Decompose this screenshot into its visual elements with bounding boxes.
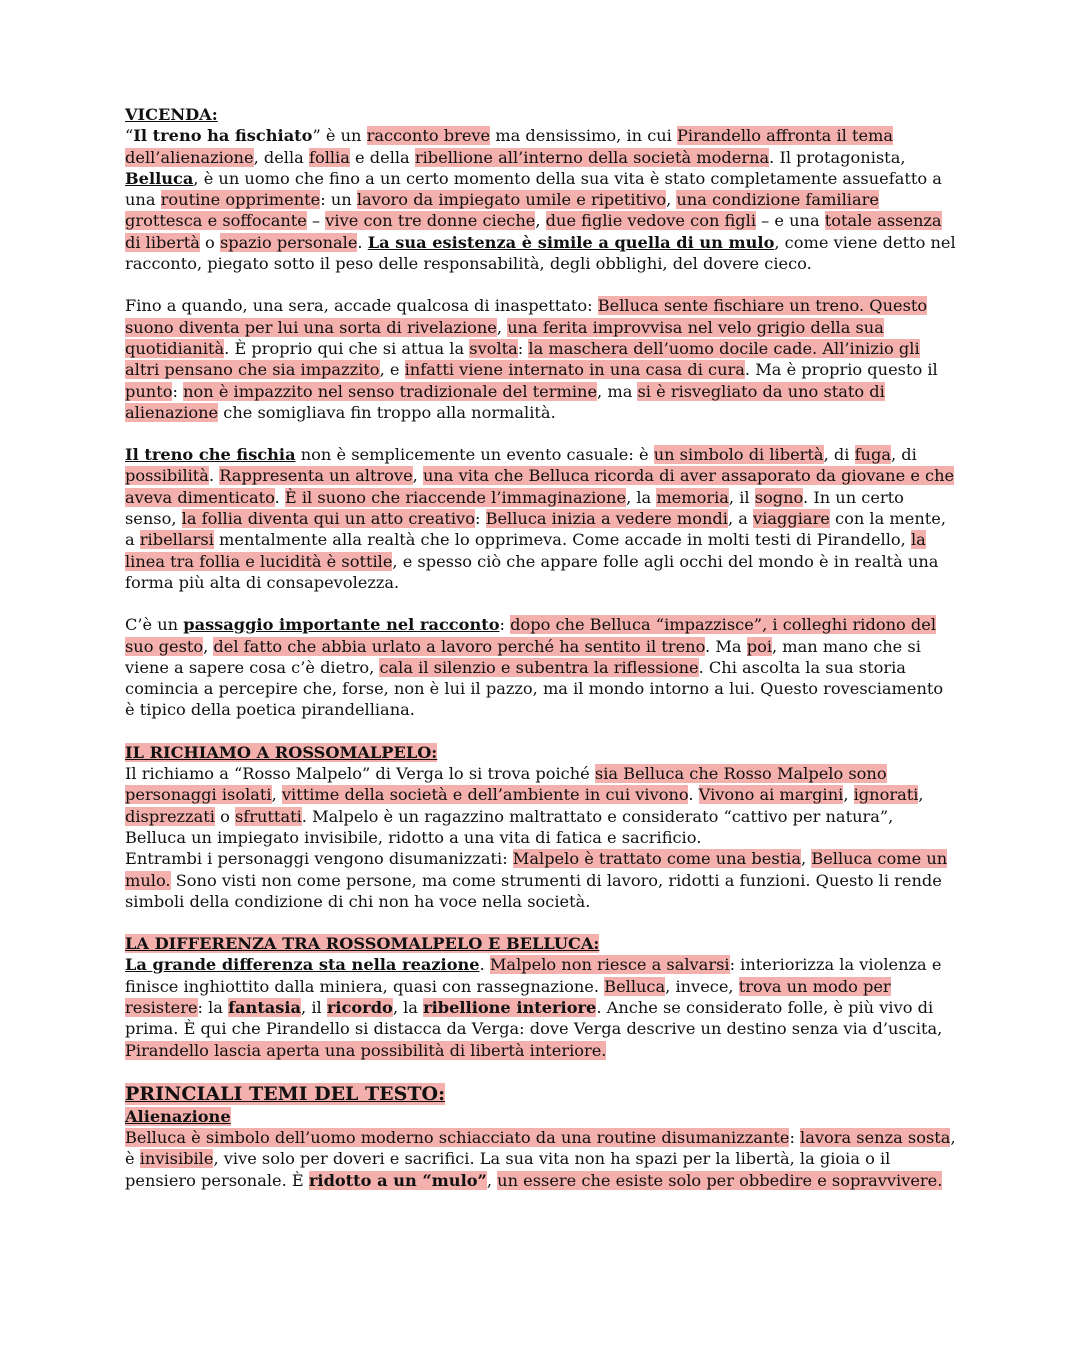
highlighted-text: viaggiare <box>753 509 830 529</box>
section-heading-vicenda: VICENDA: <box>125 105 218 124</box>
highlighted-text: Vivono ai margini <box>698 785 844 805</box>
bold-text: Il treno ha fischiato <box>133 126 313 146</box>
text-run: , <box>801 849 812 869</box>
text-run: , la <box>626 487 657 507</box>
text-run: , ma <box>597 381 638 401</box>
text-run: . <box>274 487 285 507</box>
highlighted-text: poi <box>746 636 773 656</box>
text-run: Il richiamo a “Rosso Malpelo” di Verga lo si trova poiché <box>125 764 595 784</box>
text-run: . <box>357 232 368 252</box>
text-run: , come viene detto nel racconto, piegato sotto il peso delle responsabilità, degli obblighi, del dovere cieco. <box>125 232 956 274</box>
text-run: , invece, <box>665 976 739 996</box>
paragraph <box>125 444 957 593</box>
highlighted-text: racconto breve <box>366 126 491 146</box>
highlighted-text: Belluca come un mulo. <box>125 849 948 890</box>
text-run: : interiorizza la violenza e finisce inghiottito dalla miniera, quasi con rassegnazione. <box>125 955 942 996</box>
highlighted-text: si è risvegliato da uno stato di alienazione <box>125 381 885 422</box>
bold-highlighted-text: ricordo <box>326 997 393 1017</box>
highlighted-text: una condizione familiare grottesca e soffocante <box>125 190 879 231</box>
bold-underlined-text: La sua esistenza è simile a quella di un mulo <box>367 232 775 252</box>
highlighted-text: È il suono che riaccende l’immaginazione <box>284 487 627 507</box>
highlighted-text: un simbolo di libertà <box>653 445 824 465</box>
highlighted-text: follia <box>308 147 350 167</box>
highlighted-text: sogno <box>754 487 804 507</box>
text-run: . <box>208 466 220 486</box>
text-run: Entrambi i personaggi vengono disumanizzati: <box>125 849 513 869</box>
paragraph-gap <box>125 912 957 933</box>
text-run: o <box>214 806 235 826</box>
highlighted-text: possibilità <box>125 466 209 486</box>
text-run: . <box>688 785 699 805</box>
text-run: , <box>412 466 423 486</box>
paragraph <box>125 125 957 274</box>
highlighted-text: fuga <box>854 445 891 465</box>
paragraph <box>125 1127 957 1191</box>
text-run: – e una <box>756 211 825 231</box>
text-run: , è <box>125 1128 956 1169</box>
highlighted-text: lavoro da impiegato umile e ripetitivo <box>356 190 667 210</box>
highlighted-text: trova un modo per resistere <box>125 976 891 1017</box>
text-run: non è semplicemente un evento casuale: è <box>295 445 654 465</box>
text-run: . Ma <box>705 636 747 656</box>
highlighted-text: sfruttati <box>234 806 302 826</box>
paragraph-gap <box>125 721 957 742</box>
highlighted-text: vittime della società e dell’ambiente in cui vivono <box>281 785 689 805</box>
highlighted-text: infatti viene internato in una casa di cura <box>404 360 745 380</box>
highlighted-text: la maschera dell’uomo docile cade. All’inizio gli altri pensano che sia impazzito <box>125 338 920 380</box>
heading-text: LA DIFFERENZA TRA ROSSOMALPELO E BELLUCA: <box>125 934 600 954</box>
text-run: , il <box>728 487 755 507</box>
highlighted-text: ribellarsi <box>139 530 214 550</box>
paragraph <box>125 763 957 848</box>
text-run: . È proprio qui che si attua la <box>224 338 470 358</box>
text-run: . <box>479 955 490 975</box>
text-run: , <box>666 190 677 210</box>
text-run: Fino a quando, una sera, accade qualcosa di inaspettato: <box>125 296 598 316</box>
text-run: , vive solo per doveri e sacrifici. La sua vita non ha spazi per la libertà, la gioia o il pensiero personale. È <box>125 1149 891 1190</box>
section-heading-temi <box>125 1082 957 1106</box>
highlighted-text: memoria <box>656 487 729 507</box>
text-run: che somigliava fin troppo alla normalità. <box>218 402 556 422</box>
text-run: , la <box>392 997 424 1017</box>
highlighted-text: una vita che Belluca ricorda di aver assaporato da giovane e che aveva dimenticato <box>125 466 955 507</box>
highlighted-text: Malpelo è trattato come una bestia <box>512 849 802 869</box>
highlighted-text: ignorati <box>853 785 919 805</box>
text-run: , della <box>253 147 309 167</box>
bold-underlined-text: La grande differenza sta nella reazione <box>125 955 480 975</box>
text-run: : <box>517 338 529 358</box>
text-run: : <box>789 1128 801 1148</box>
paragraph-gap <box>125 423 957 444</box>
text-run: . Il protagonista, <box>769 147 906 167</box>
text-run: . Malpelo è un ragazzino maltrattato e considerato “cattivo per natura”, Belluca un impiegato invisibile, ridotto a una vita di fatica e sacrificio. <box>125 806 894 847</box>
text-run: – <box>306 211 326 231</box>
text-run: Sono visti non come persone, ma come strumenti di lavoro, ridotti a funzioni. Questo li rende simboli della condizione di chi non ha voce nella società. <box>125 870 942 911</box>
text-run: mentalmente alla realtà che lo opprimeva. Come accade in molti testi di Pirandello, <box>213 530 911 550</box>
text-run: : un <box>320 190 357 210</box>
highlighted-text: una ferita improvvisa nel velo grigio della sua quotidianità <box>125 317 884 358</box>
text-run: ” è un <box>312 126 367 146</box>
text-run: , <box>203 636 214 656</box>
text-run: : <box>499 615 511 635</box>
text-run: con la mente, a <box>125 509 946 550</box>
highlighted-text: disprezzati <box>125 806 215 826</box>
highlighted-text: un essere che esiste solo per obbedire e sopravvivere. <box>497 1170 943 1190</box>
document-page <box>125 104 957 1191</box>
section-heading-differenza <box>125 933 957 954</box>
highlighted-text: spazio personale <box>219 232 358 252</box>
highlighted-text: cala il silenzio e subentra la riflessione <box>379 657 699 677</box>
text-run: , il <box>301 997 327 1017</box>
text-run: : la <box>197 997 229 1017</box>
highlighted-text: totale assenza di libertà <box>125 211 942 252</box>
text-run: , e <box>379 360 405 380</box>
text-run: , man mano che si viene a sapere cosa c’è dietro, <box>125 636 921 677</box>
section-heading-richiamo <box>125 742 957 763</box>
highlighted-text: lavora senza sosta <box>800 1128 951 1148</box>
subheading-alienazione <box>125 1106 957 1127</box>
paragraph <box>125 295 957 423</box>
text-run: , <box>496 317 508 337</box>
highlighted-text: ribellione all’interno della società moderna <box>414 147 770 167</box>
bold-underlined-text: Belluca <box>125 168 194 188</box>
highlighted-text: del fatto che abbia urlato a lavoro perché ha sentito il treno <box>213 636 706 656</box>
text-run: , è un uomo che fino a un certo momento della sua vita è stato completamente assuefatto a una <box>125 168 942 210</box>
text-run: . Anche se considerato folle, è più vivo di prima. È qui che Pirandello si distacca da Verga: dove Verga descrive un destino senza via d’uscita, <box>125 997 943 1039</box>
text-run: , <box>918 785 924 805</box>
highlighted-text: Pirandello lascia aperta una possibilità di libertà interiore. <box>125 1040 607 1060</box>
bold-underlined-text: passaggio importante nel racconto <box>183 615 500 635</box>
text-run: C’è un <box>125 615 184 635</box>
text-run: , a <box>727 509 754 529</box>
text-run: ma densissimo, in cui <box>490 126 678 146</box>
highlighted-text: Malpelo non riesce a salvarsi <box>489 955 730 975</box>
text-run: . Ma è proprio questo il <box>744 360 938 380</box>
highlighted-text: Belluca sente fischiare un treno. Questo suono diventa per lui una sorta di rivelazione <box>125 296 928 337</box>
text-run: “ <box>125 126 134 146</box>
highlighted-text: la follia diventa qui un atto creativo <box>181 509 475 529</box>
highlighted-text: sia Belluca che Rosso Malpelo sono personaggi isolati <box>125 764 887 805</box>
bold-highlighted-text: ribellione interiore <box>423 997 597 1017</box>
highlighted-text: Belluca è simbolo dell’uomo moderno schiacciato da una routine disumanizzante <box>125 1128 790 1148</box>
bold-underlined-text: Il treno che fischia <box>125 445 296 465</box>
text-run: , e spesso ciò che appare folle agli occhi del mondo è in realtà una forma più alta di consapevolezza. <box>125 551 939 592</box>
highlighted-text: non è impazzito nel senso tradizionale del termine <box>183 381 598 401</box>
highlighted-text: routine opprimente <box>160 190 321 210</box>
text-run: . In un certo senso, <box>125 487 904 529</box>
paragraph-gap <box>125 274 957 295</box>
highlighted-text: dopo che Belluca “impazzisce”, i colleghi ridono del suo gesto <box>125 615 937 656</box>
paragraph <box>125 614 957 720</box>
heading-text: IL RICHIAMO A ROSSOMALPELO: <box>125 742 438 762</box>
subheading-text: Alienazione <box>125 1106 231 1126</box>
highlighted-text: la linea tra follia e lucidità è sottile <box>125 530 926 571</box>
text-run: , <box>271 785 282 805</box>
paragraph <box>125 848 957 912</box>
text-run: . Chi ascolta la sua storia comincia a percepire che, forse, non è lui il pazzo, ma il mondo intorno a lui. Questo rovesciamento è tipico della poetica pirandelliana. <box>125 657 944 720</box>
highlighted-text: Rappresenta un altrove <box>219 466 413 486</box>
text-run: , di <box>891 445 917 465</box>
bold-highlighted-text: ridotto a un “mulo” <box>308 1170 487 1190</box>
highlighted-text: Pirandello affronta il tema dell’alienazione <box>125 126 894 167</box>
highlighted-text: invisibile <box>139 1149 214 1169</box>
highlighted-text: Belluca <box>604 976 666 996</box>
text-run: o <box>199 232 220 252</box>
text-run: , di <box>823 445 855 465</box>
bold-highlighted-text: fantasia <box>228 997 302 1017</box>
text-run: : <box>474 509 486 529</box>
text-run: : <box>172 381 184 401</box>
text-run: , <box>486 1170 498 1190</box>
highlighted-text: due figlie vedove con figli <box>545 211 757 231</box>
heading-text: PRINCIALI TEMI DEL TESTO: <box>125 1082 446 1105</box>
text-run: , <box>843 785 854 805</box>
paragraph <box>125 954 957 1060</box>
paragraph-gap <box>125 1061 957 1082</box>
paragraph-gap <box>125 593 957 614</box>
text-run: , <box>535 211 546 231</box>
highlighted-text: vive con tre donne cieche <box>325 211 536 231</box>
highlighted-text: Belluca inizia a vedere mondi <box>485 509 728 529</box>
text-run: e della <box>349 147 415 167</box>
highlighted-text: punto <box>125 381 173 401</box>
highlighted-text: svolta <box>469 338 518 358</box>
